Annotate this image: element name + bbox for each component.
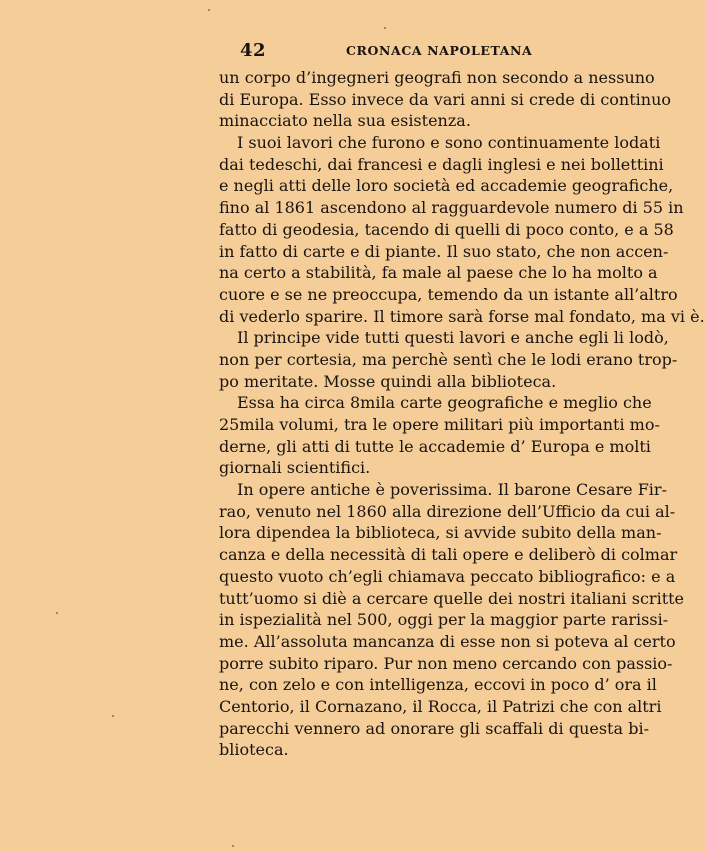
text-line: ne, con zelo e con intelligenza, eccovi in poco d’ ora il	[219, 675, 657, 695]
text-line: non per cortesia, ma perchè sentì che le lodi erano trop-	[219, 349, 678, 369]
text-line: In opere antiche è poverissima. Il barone Cesare Fir-	[237, 480, 667, 500]
paper-speck	[56, 612, 58, 614]
text-line: cuore e se ne preoccupa, temendo da un istante all’altro	[219, 284, 678, 304]
text-line: fino al 1861 ascendono al ragguardevole numero di 55 in	[219, 198, 684, 218]
text-line: di vederlo sparire. Il timore sarà forse mal fondato, ma vi è.	[219, 306, 705, 326]
text-line: po meritate. Mosse quindi alla biblioteca.	[219, 371, 557, 391]
text-line: dai tedeschi, dai francesi e dagli inglesi e nei bollettini	[219, 154, 664, 174]
text-line: derne, gli atti di tutte le accademie d’ Europa e molti	[219, 436, 651, 456]
text-line: 25mila volumi, tra le opere militari più importanti mo-	[219, 415, 660, 434]
text-line: Essa ha circa 8mila carte geografiche e meglio che	[237, 393, 652, 413]
text-line: rao, venuto nel 1860 alla direzione dell’Ufficio da cui al-	[219, 501, 676, 521]
body-text	[219, 67, 705, 761]
text-line: lora dipendea la biblioteca, si avvide subito della man-	[219, 523, 662, 543]
page-header	[218, 40, 648, 64]
text-line: fatto di geodesia, tacendo di quelli di poco conto, e a 58	[219, 219, 674, 239]
text-line: Centorio, il Cornazano, il Rocca, il Patrizi che con altri	[219, 696, 662, 716]
paper-speck	[112, 715, 114, 717]
text-line: parecchi vennero ad onorare gli scaffali di questa bi-	[219, 718, 649, 738]
text-line: questo vuoto ch’egli chiamava peccato bibliografico: e a	[219, 566, 676, 586]
text-line: I suoi lavori che furono e sono continuamente lodati	[237, 133, 661, 153]
paper-speck	[208, 9, 210, 11]
page-number: 42	[240, 40, 267, 61]
text-line: di Europa. Esso invece da vari anni si crede di continuo	[219, 89, 671, 109]
text-line: canza e della necessità di tali opere e deliberò di colmar	[219, 545, 678, 565]
text-line: giornali scientifici.	[219, 458, 371, 478]
text-line: minacciato nella sua esistenza.	[219, 111, 471, 131]
text-line: Il principe vide tutti questi lavori e anche egli li lodò,	[237, 328, 669, 348]
text-line: blioteca.	[219, 740, 289, 760]
paper-speck	[384, 27, 386, 29]
text-line: in ispezialità nel 500, oggi per la maggior parte rarissi-	[219, 610, 669, 630]
text-line: in fatto di carte e di piante. Il suo stato, che non accen-	[219, 241, 669, 261]
text-line: na certo a stabilità, fa male al paese che lo ha molto a	[219, 263, 658, 283]
running-title: CRONACA NAPOLETANA	[346, 43, 533, 58]
text-line: porre subito riparo. Pur non meno cercando con passio-	[219, 653, 673, 673]
paper-speck	[232, 845, 234, 847]
text-line: me. All’assoluta mancanza di esse non si poteva al certo	[219, 631, 676, 651]
text-line: un corpo d’ingegneri geografi non secondo a nessuno	[219, 68, 655, 87]
text-line: tutt’uomo si diè a cercare quelle dei nostri italiani scritte	[219, 588, 685, 608]
text-line: e negli atti delle loro società ed accademie geografiche,	[219, 176, 674, 196]
